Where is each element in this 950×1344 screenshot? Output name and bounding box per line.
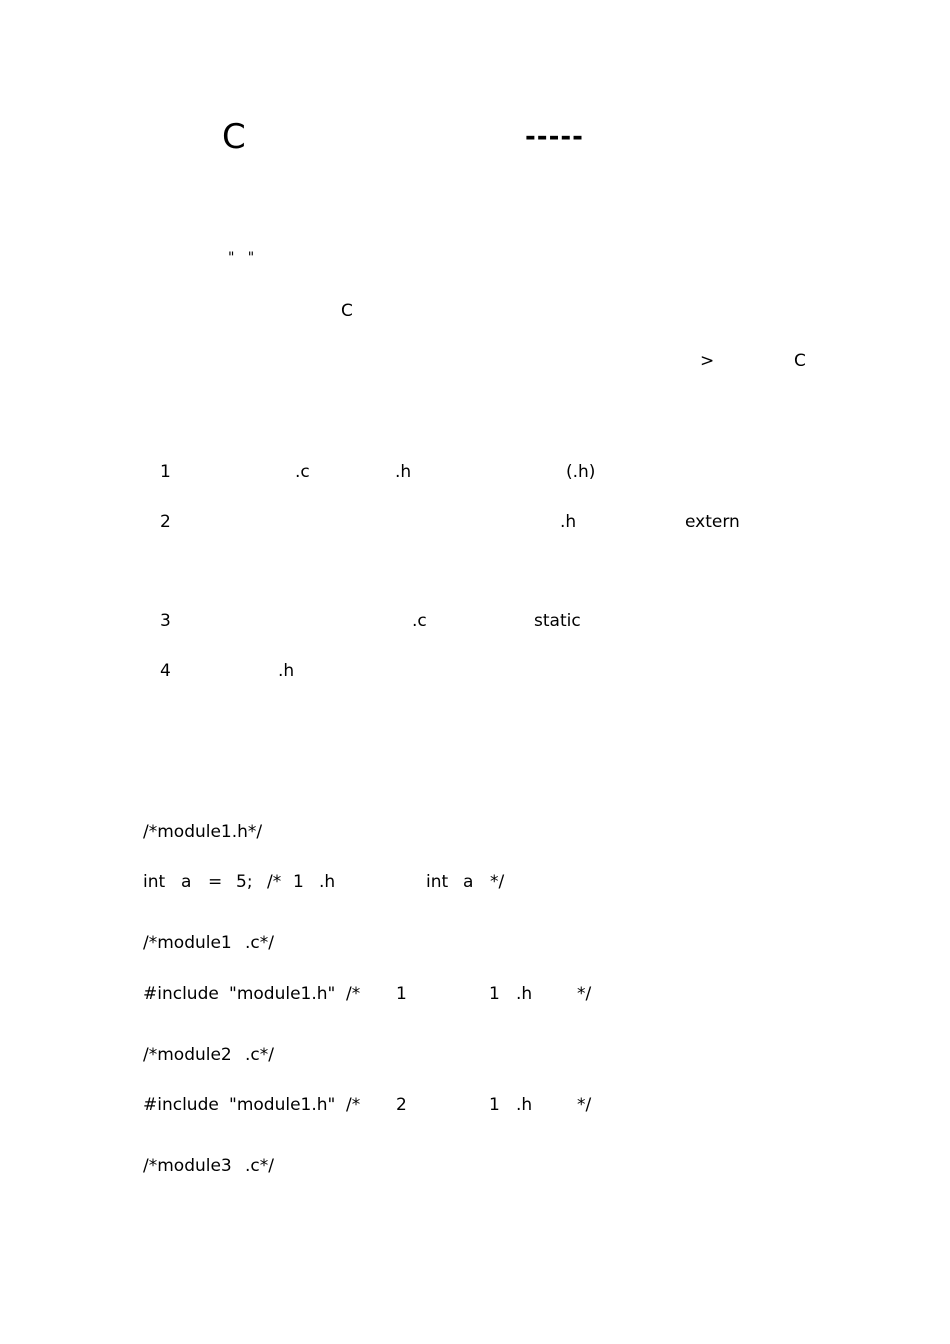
code-token: 1 <box>489 1095 500 1115</box>
intro-gt: > <box>700 351 715 371</box>
code-token: /* <box>346 984 361 1004</box>
code-token: .h <box>516 1095 533 1115</box>
code-token: a <box>463 872 474 892</box>
code-token: */ <box>577 1095 592 1115</box>
code-token: 1 <box>489 984 500 1004</box>
code-token: "module1.h" <box>229 1095 336 1115</box>
list-number-1: 1 <box>160 462 171 482</box>
code-token: 2 <box>396 1095 407 1115</box>
code-token: .h <box>319 872 336 892</box>
code-token: /* <box>267 872 282 892</box>
code-token: a <box>181 872 192 892</box>
title-dashes: ----- <box>525 122 584 152</box>
code-token: .c*/ <box>245 1156 274 1176</box>
list-number-2: 2 <box>160 512 171 532</box>
list-item-2-frag: extern <box>685 512 740 532</box>
list-item-3-frag: .c <box>412 611 427 631</box>
code-token: */ <box>577 984 592 1004</box>
intro-c-2: C <box>794 351 806 371</box>
code-token: /*module1 <box>143 933 232 953</box>
list-item-1-frag: .c <box>295 462 310 482</box>
code-token: int <box>143 872 166 892</box>
code-token: /* <box>346 1095 361 1115</box>
list-item-3-frag: static <box>534 611 581 631</box>
title-letter: C <box>222 117 246 157</box>
code-token: int <box>426 872 449 892</box>
list-item-4-frag: .h <box>278 661 295 681</box>
code-token: /*module2 <box>143 1045 232 1065</box>
code-token: #include <box>143 984 219 1004</box>
code-token: .h <box>516 984 533 1004</box>
list-item-1-frag: .h <box>395 462 412 482</box>
list-item-1-frag: (.h) <box>566 462 596 482</box>
code-line-1: /*module1.h*/ <box>143 822 263 842</box>
code-token: */ <box>490 872 505 892</box>
list-item-2-frag: .h <box>560 512 577 532</box>
code-token: #include <box>143 1095 219 1115</box>
code-token: 1 <box>396 984 407 1004</box>
code-token: /*module3 <box>143 1156 232 1176</box>
code-token: .c*/ <box>245 1045 274 1065</box>
list-number-4: 4 <box>160 661 171 681</box>
intro-quotes: " " <box>228 250 255 266</box>
code-token: .c*/ <box>245 933 274 953</box>
code-token: = <box>208 872 223 892</box>
code-token: "module1.h" <box>229 984 336 1004</box>
intro-c-1: C <box>341 301 353 321</box>
code-token: 1 <box>293 872 304 892</box>
list-number-3: 3 <box>160 611 171 631</box>
code-token: 5; <box>236 872 253 892</box>
